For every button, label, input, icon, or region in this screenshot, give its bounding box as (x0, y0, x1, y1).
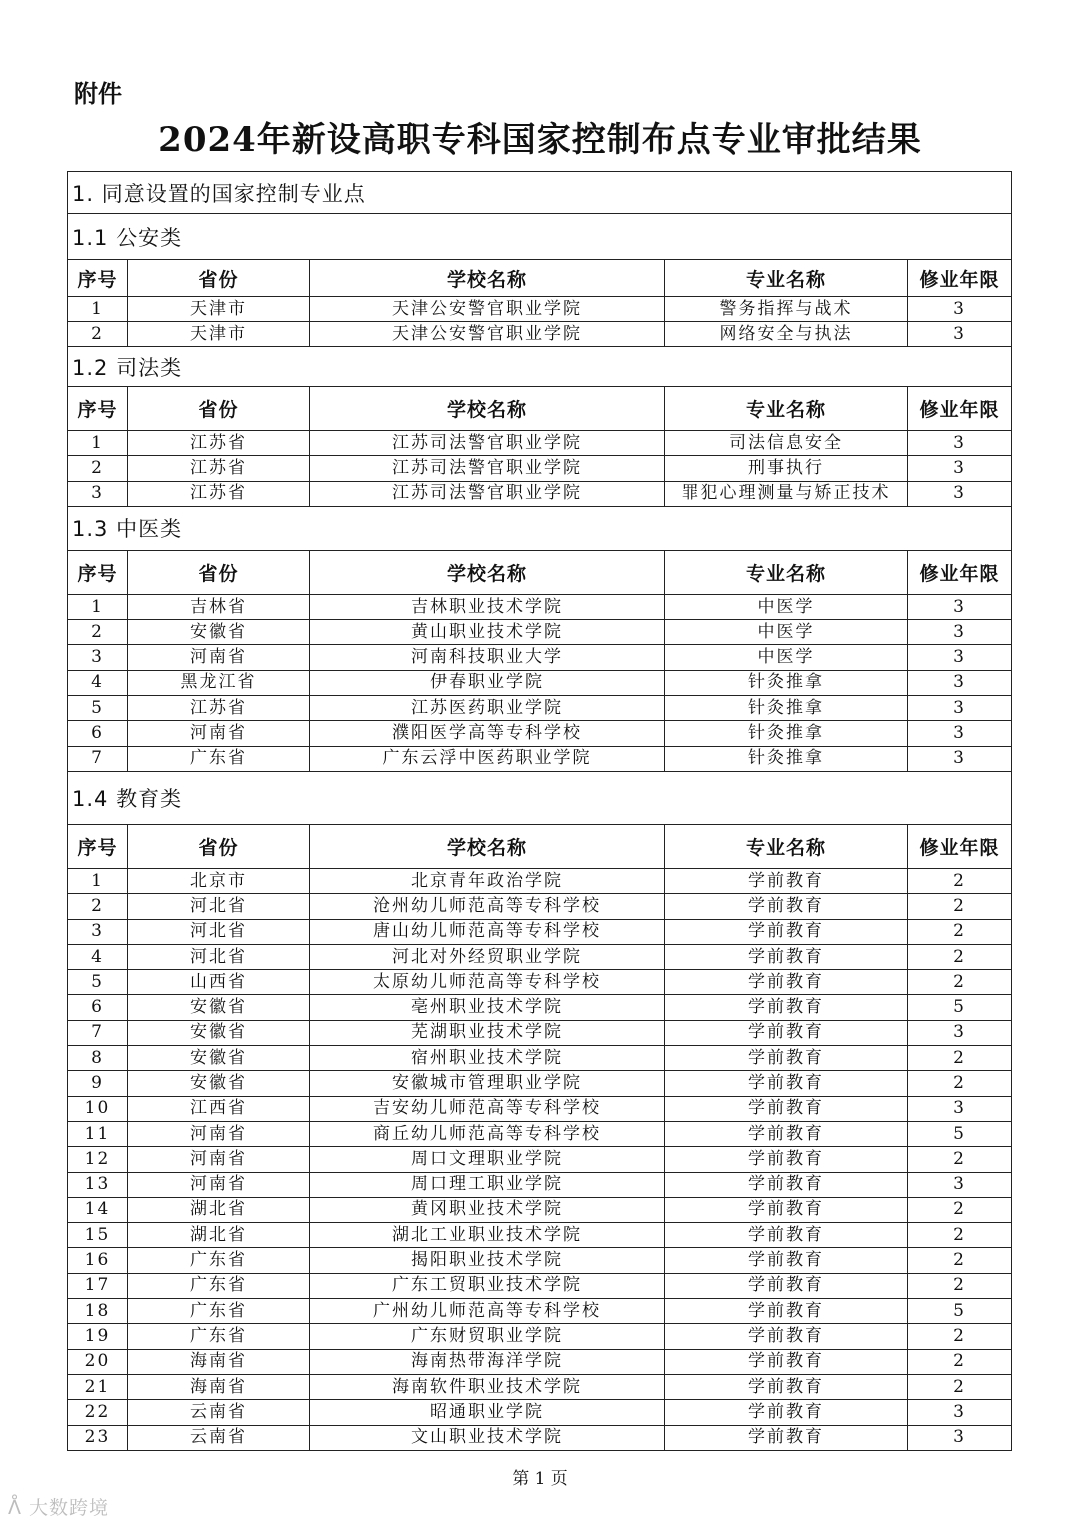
group-heading-row (68, 506, 1012, 550)
table-row (68, 1248, 1012, 1273)
col-school-cell: 周口理工职业学院 (310, 1172, 665, 1197)
table-row (68, 456, 1012, 481)
col-major-cell: 学前教育 (665, 1400, 908, 1425)
col-years-cell: 5 (908, 1121, 1012, 1146)
col-major-header: 专业名称 (665, 550, 908, 594)
col-number-cell: 3 (68, 645, 128, 670)
col-school-cell: 亳州职业技术学院 (310, 995, 665, 1020)
col-number-cell: 2 (68, 456, 128, 481)
table-row (68, 1273, 1012, 1298)
col-major-cell: 学前教育 (665, 868, 908, 893)
col-number-cell: 7 (68, 746, 128, 771)
group-heading-row (68, 771, 1012, 824)
col-years-cell: 3 (908, 1172, 1012, 1197)
col-province-cell: 江苏省 (128, 431, 310, 456)
col-province-cell: 湖北省 (128, 1197, 310, 1222)
table-row (68, 1121, 1012, 1146)
col-school-cell: 沧州幼儿师范高等专科学校 (310, 894, 665, 919)
col-number-cell: 1 (68, 594, 128, 619)
table-row (68, 481, 1012, 506)
col-school-cell: 江苏医药职业学院 (310, 696, 665, 721)
col-school-cell: 安徽城市管理职业学院 (310, 1071, 665, 1096)
col-major-cell: 学前教育 (665, 1349, 908, 1374)
col-province-cell: 安徽省 (128, 620, 310, 645)
group-heading: 1.4 教育类 (68, 771, 1012, 824)
group-heading: 1.3 中医类 (68, 506, 1012, 550)
col-major-cell: 学前教育 (665, 1374, 908, 1399)
table-row (68, 1172, 1012, 1197)
col-years-header: 修业年限 (908, 260, 1012, 297)
col-years-cell: 3 (908, 456, 1012, 481)
table-row (68, 919, 1012, 944)
col-school-header: 学校名称 (310, 824, 665, 868)
col-major-cell: 针灸推拿 (665, 721, 908, 746)
col-major-cell: 学前教育 (665, 1096, 908, 1121)
col-years-cell: 5 (908, 1299, 1012, 1324)
col-province-cell: 江西省 (128, 1096, 310, 1121)
col-years-cell: 2 (908, 1046, 1012, 1071)
col-number-cell: 5 (68, 970, 128, 995)
table-row (68, 944, 1012, 969)
col-province-header: 省份 (128, 824, 310, 868)
col-years-cell: 2 (908, 1374, 1012, 1399)
col-major-cell: 学前教育 (665, 944, 908, 969)
col-years-header: 修业年限 (908, 387, 1012, 431)
col-number-cell: 6 (68, 995, 128, 1020)
col-school-cell: 伊春职业学院 (310, 670, 665, 695)
col-school-cell: 黄山职业技术学院 (310, 620, 665, 645)
column-header-row (68, 387, 1012, 431)
col-school-cell: 唐山幼儿师范高等专科学校 (310, 919, 665, 944)
col-number-cell: 13 (68, 1172, 128, 1197)
col-school-cell: 吉林职业技术学院 (310, 594, 665, 619)
col-school-cell: 宿州职业技术学院 (310, 1046, 665, 1071)
section-heading: 1. 同意设置的国家控制专业点 (68, 172, 1012, 214)
col-years-cell: 3 (908, 322, 1012, 347)
table-row (68, 1425, 1012, 1450)
col-major-cell: 针灸推拿 (665, 746, 908, 771)
col-province-cell: 广东省 (128, 1324, 310, 1349)
col-years-cell: 2 (908, 1324, 1012, 1349)
col-number-cell: 10 (68, 1096, 128, 1121)
col-number-cell: 1 (68, 431, 128, 456)
col-school-cell: 商丘幼儿师范高等专科学校 (310, 1121, 665, 1146)
col-province-cell: 江苏省 (128, 456, 310, 481)
table-row (68, 970, 1012, 995)
col-province-cell: 云南省 (128, 1425, 310, 1450)
col-major-cell: 警务指挥与战术 (665, 297, 908, 322)
col-province-cell: 山西省 (128, 970, 310, 995)
col-school-cell: 广东财贸职业学院 (310, 1324, 665, 1349)
col-number-cell: 9 (68, 1071, 128, 1096)
col-school-cell: 海南软件职业技术学院 (310, 1374, 665, 1399)
col-number-cell: 18 (68, 1299, 128, 1324)
col-years-cell: 2 (908, 919, 1012, 944)
col-major-cell: 司法信息安全 (665, 431, 908, 456)
col-province-cell: 云南省 (128, 1400, 310, 1425)
col-years-cell: 3 (908, 721, 1012, 746)
col-province-cell: 天津市 (128, 297, 310, 322)
table-row (68, 670, 1012, 695)
watermark-text: 大数跨境 (29, 1497, 110, 1519)
col-school-cell: 广州幼儿师范高等专科学校 (310, 1299, 665, 1324)
group-heading: 1.2 司法类 (68, 347, 1012, 387)
col-province-cell: 河南省 (128, 1172, 310, 1197)
col-major-cell: 学前教育 (665, 1197, 908, 1222)
col-school-cell: 天津公安警官职业学院 (310, 297, 665, 322)
page-number: 第 1 页 (512, 1469, 568, 1489)
col-major-cell: 学前教育 (665, 919, 908, 944)
table-row (68, 645, 1012, 670)
col-province-cell: 江苏省 (128, 696, 310, 721)
col-number-cell: 2 (68, 620, 128, 645)
col-number-cell: 21 (68, 1374, 128, 1399)
col-school-cell: 江苏司法警官职业学院 (310, 431, 665, 456)
col-province-cell: 河南省 (128, 721, 310, 746)
col-number-cell: 11 (68, 1121, 128, 1146)
group-heading: 1.1 公安类 (68, 214, 1012, 260)
col-major-cell: 学前教育 (665, 995, 908, 1020)
col-number-header: 序号 (68, 387, 128, 431)
table-row (68, 1071, 1012, 1096)
document-title: 2024年新设高职专科国家控制布点专业审批结果 (158, 120, 922, 160)
col-school-cell: 北京青年政治学院 (310, 868, 665, 893)
col-years-cell: 3 (908, 431, 1012, 456)
col-major-cell: 学前教育 (665, 1046, 908, 1071)
col-school-header: 学校名称 (310, 387, 665, 431)
col-years-cell: 2 (908, 1349, 1012, 1374)
col-province-cell: 吉林省 (128, 594, 310, 619)
group-heading-row (68, 214, 1012, 260)
table-row (68, 1299, 1012, 1324)
watermark (8, 1493, 109, 1520)
col-number-cell: 20 (68, 1349, 128, 1374)
col-number-cell: 4 (68, 670, 128, 695)
watermark-logo-icon: ᐰ (8, 1497, 22, 1519)
col-years-cell: 2 (908, 1197, 1012, 1222)
table-row (68, 995, 1012, 1020)
col-major-header: 专业名称 (665, 260, 908, 297)
table-row (68, 297, 1012, 322)
approval-table (67, 171, 1012, 1451)
col-major-cell: 学前教育 (665, 1425, 908, 1450)
col-number-cell: 16 (68, 1248, 128, 1273)
table-row (68, 1349, 1012, 1374)
col-school-cell: 海南热带海洋学院 (310, 1349, 665, 1374)
column-header-row (68, 824, 1012, 868)
col-number-cell: 22 (68, 1400, 128, 1425)
col-number-cell: 5 (68, 696, 128, 721)
col-major-cell: 中医学 (665, 645, 908, 670)
col-years-cell: 2 (908, 1223, 1012, 1248)
col-major-cell: 学前教育 (665, 1121, 908, 1146)
col-number-header: 序号 (68, 260, 128, 297)
col-major-header: 专业名称 (665, 824, 908, 868)
col-major-cell: 中医学 (665, 594, 908, 619)
col-school-cell: 黄冈职业技术学院 (310, 1197, 665, 1222)
table-row (68, 894, 1012, 919)
col-number-cell: 7 (68, 1020, 128, 1045)
col-school-cell: 周口文理职业学院 (310, 1147, 665, 1172)
table-row (68, 1147, 1012, 1172)
col-major-cell: 针灸推拿 (665, 696, 908, 721)
col-number-cell: 12 (68, 1147, 128, 1172)
col-number-cell: 2 (68, 894, 128, 919)
col-major-header: 专业名称 (665, 387, 908, 431)
col-province-header: 省份 (128, 387, 310, 431)
col-province-cell: 黑龙江省 (128, 670, 310, 695)
table-row (68, 1324, 1012, 1349)
col-province-header: 省份 (128, 550, 310, 594)
col-school-cell: 河南科技职业大学 (310, 645, 665, 670)
col-years-cell: 3 (908, 620, 1012, 645)
col-major-cell: 学前教育 (665, 1147, 908, 1172)
col-school-cell: 广东云浮中医药职业学院 (310, 746, 665, 771)
col-school-cell: 昭通职业学院 (310, 1400, 665, 1425)
col-province-cell: 安徽省 (128, 1071, 310, 1096)
col-major-cell: 学前教育 (665, 1273, 908, 1298)
col-major-cell: 学前教育 (665, 1324, 908, 1349)
col-school-cell: 江苏司法警官职业学院 (310, 456, 665, 481)
col-number-cell: 3 (68, 481, 128, 506)
col-school-cell: 天津公安警官职业学院 (310, 322, 665, 347)
col-province-cell: 广东省 (128, 1273, 310, 1298)
col-years-cell: 3 (908, 1400, 1012, 1425)
col-province-cell: 河南省 (128, 1147, 310, 1172)
col-province-cell: 广东省 (128, 1299, 310, 1324)
column-header-row (68, 260, 1012, 297)
col-province-cell: 广东省 (128, 746, 310, 771)
col-number-cell: 1 (68, 297, 128, 322)
col-province-cell: 河北省 (128, 919, 310, 944)
col-years-cell: 2 (908, 944, 1012, 969)
col-years-cell: 3 (908, 481, 1012, 506)
col-school-header: 学校名称 (310, 260, 665, 297)
col-years-cell: 3 (908, 297, 1012, 322)
col-years-cell: 2 (908, 1147, 1012, 1172)
col-province-header: 省份 (128, 260, 310, 297)
col-years-cell: 2 (908, 868, 1012, 893)
col-major-cell: 中医学 (665, 620, 908, 645)
col-major-cell: 学前教育 (665, 970, 908, 995)
col-province-cell: 广东省 (128, 1248, 310, 1273)
col-years-cell: 3 (908, 645, 1012, 670)
col-school-cell: 文山职业技术学院 (310, 1425, 665, 1450)
col-school-cell: 广东工贸职业技术学院 (310, 1273, 665, 1298)
col-years-cell: 3 (908, 594, 1012, 619)
col-province-cell: 天津市 (128, 322, 310, 347)
col-number-cell: 4 (68, 944, 128, 969)
col-years-cell: 3 (908, 746, 1012, 771)
table-row (68, 1374, 1012, 1399)
col-years-cell: 3 (908, 670, 1012, 695)
col-number-cell: 2 (68, 322, 128, 347)
col-years-cell: 2 (908, 1248, 1012, 1273)
col-major-cell: 针灸推拿 (665, 670, 908, 695)
table-row (68, 1400, 1012, 1425)
table-row (68, 1197, 1012, 1222)
col-school-cell: 揭阳职业技术学院 (310, 1248, 665, 1273)
col-years-cell: 3 (908, 1425, 1012, 1450)
col-years-header: 修业年限 (908, 824, 1012, 868)
attachment-label: 附件 (74, 80, 122, 108)
table-row (68, 721, 1012, 746)
col-number-cell: 8 (68, 1046, 128, 1071)
table-row (68, 746, 1012, 771)
col-province-cell: 北京市 (128, 868, 310, 893)
col-school-header: 学校名称 (310, 550, 665, 594)
table-row (68, 1096, 1012, 1121)
col-years-cell: 5 (908, 995, 1012, 1020)
col-province-cell: 江苏省 (128, 481, 310, 506)
table-row (68, 1020, 1012, 1045)
col-province-cell: 河南省 (128, 1121, 310, 1146)
table-row (68, 620, 1012, 645)
table-row (68, 322, 1012, 347)
col-years-cell: 2 (908, 1071, 1012, 1096)
col-number-cell: 23 (68, 1425, 128, 1450)
col-major-cell: 学前教育 (665, 1020, 908, 1045)
col-number-cell: 17 (68, 1273, 128, 1298)
col-number-header: 序号 (68, 550, 128, 594)
table-row (68, 696, 1012, 721)
col-years-cell: 3 (908, 1096, 1012, 1121)
col-school-cell: 江苏司法警官职业学院 (310, 481, 665, 506)
table-row (68, 1223, 1012, 1248)
col-province-cell: 湖北省 (128, 1223, 310, 1248)
table-row (68, 431, 1012, 456)
col-major-cell: 学前教育 (665, 1223, 908, 1248)
table-row (68, 1046, 1012, 1071)
col-years-cell: 2 (908, 1273, 1012, 1298)
col-province-cell: 海南省 (128, 1374, 310, 1399)
col-school-cell: 吉安幼儿师范高等专科学校 (310, 1096, 665, 1121)
col-number-cell: 19 (68, 1324, 128, 1349)
col-school-cell: 芜湖职业技术学院 (310, 1020, 665, 1045)
table-row (68, 594, 1012, 619)
col-province-cell: 河北省 (128, 944, 310, 969)
col-major-cell: 学前教育 (665, 1248, 908, 1273)
col-major-cell: 学前教育 (665, 1071, 908, 1096)
col-province-cell: 海南省 (128, 1349, 310, 1374)
col-years-cell: 2 (908, 894, 1012, 919)
col-school-cell: 河北对外经贸职业学院 (310, 944, 665, 969)
col-province-cell: 安徽省 (128, 1046, 310, 1071)
col-major-cell: 罪犯心理测量与矫正技术 (665, 481, 908, 506)
col-province-cell: 安徽省 (128, 1020, 310, 1045)
section-heading-row (68, 172, 1012, 214)
group-heading-row (68, 347, 1012, 387)
col-major-cell: 学前教育 (665, 894, 908, 919)
col-number-header: 序号 (68, 824, 128, 868)
col-years-cell: 2 (908, 970, 1012, 995)
column-header-row (68, 550, 1012, 594)
col-number-cell: 1 (68, 868, 128, 893)
col-number-cell: 14 (68, 1197, 128, 1222)
col-school-cell: 濮阳医学高等专科学校 (310, 721, 665, 746)
col-school-cell: 太原幼儿师范高等专科学校 (310, 970, 665, 995)
col-major-cell: 刑事执行 (665, 456, 908, 481)
col-major-cell: 学前教育 (665, 1172, 908, 1197)
col-province-cell: 安徽省 (128, 995, 310, 1020)
col-years-cell: 3 (908, 1020, 1012, 1045)
col-school-cell: 湖北工业职业技术学院 (310, 1223, 665, 1248)
col-number-cell: 6 (68, 721, 128, 746)
col-major-cell: 网络安全与执法 (665, 322, 908, 347)
col-province-cell: 河北省 (128, 894, 310, 919)
table-row (68, 868, 1012, 893)
col-number-cell: 3 (68, 919, 128, 944)
col-province-cell: 河南省 (128, 645, 310, 670)
col-years-cell: 3 (908, 696, 1012, 721)
col-years-header: 修业年限 (908, 550, 1012, 594)
col-major-cell: 学前教育 (665, 1299, 908, 1324)
col-number-cell: 15 (68, 1223, 128, 1248)
